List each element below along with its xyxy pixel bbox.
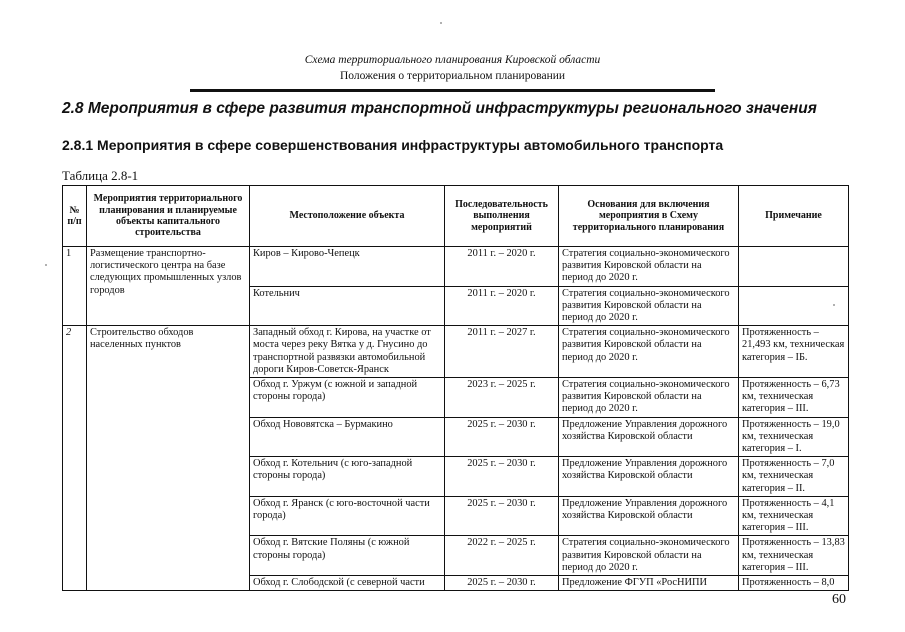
subsection-title: 2.8.1 Мероприятия в сфере совершенствования инфраструктуры автомобильного транспорта	[62, 137, 724, 153]
note-cell: Протяженность – 4,1 км, техническая категория – III.	[739, 496, 849, 536]
note-cell: Протяженность – 8,0	[739, 576, 849, 591]
period-cell: 2011 г. – 2027 г.	[445, 326, 559, 378]
header-cell-location: Местоположение объекта	[250, 186, 445, 247]
header-cell-basis: Основания для включения мероприятия в Схему территориального планирования	[559, 186, 739, 247]
activity-cell: Размещение транспортно-логистического центра на базе следующих промышленных узлов городов	[87, 247, 250, 326]
period-cell: 2011 г. – 2020 г.	[445, 286, 559, 326]
basis-cell: Стратегия социально-экономического развития Кировской области на период до 2020 г.	[559, 326, 739, 378]
activity-cell: Строительство обходов населенных пунктов	[87, 326, 250, 591]
note-cell: Протяженность – 19,0 км, техническая категория – I.	[739, 417, 849, 457]
header-rule	[190, 89, 715, 92]
section-title: 2.8 Мероприятия в сфере развития транспортной инфраструктуры регионального значения	[62, 100, 817, 117]
table-caption: Таблица 2.8-1	[62, 168, 139, 183]
location-cell: Обход Нововятска – Бурмакино	[250, 417, 445, 457]
period-cell: 2025 г. – 2030 г.	[445, 496, 559, 536]
basis-cell: Стратегия социально-экономического развития Кировской области на период до 2020 г.	[559, 286, 739, 326]
header-cell-num: № п/п	[63, 186, 87, 247]
note-cell: Протяженность – 21,493 км, техническая категория – IБ.	[739, 326, 849, 378]
table-header-row	[63, 186, 849, 247]
period-cell: 2025 г. – 2030 г.	[445, 417, 559, 457]
table-row	[63, 326, 849, 378]
location-cell: Обход г. Котельнич (с юго-западной стороны города)	[250, 457, 445, 497]
location-cell: Обход г. Слободской (с северной части	[250, 576, 445, 591]
document-header-subtitle: Положения о территориальном планировании	[339, 70, 566, 82]
document-header-title: Схема территориального планирования Кировской области	[304, 54, 601, 66]
period-cell: 2011 г. – 2020 г.	[445, 247, 559, 287]
location-cell: Обход г. Уржум (с южной и западной стороны города)	[250, 378, 445, 418]
header-cell-activity: Мероприятия территориального планирования и планируемые объекты капитального строительства	[87, 186, 250, 247]
period-cell: 2025 г. – 2030 г.	[445, 576, 559, 591]
note-cell: Протяженность – 13,83 км, техническая категория – III.	[739, 536, 849, 576]
scan-speck	[833, 304, 835, 306]
period-cell: 2025 г. – 2030 г.	[445, 457, 559, 497]
row-number: 2	[63, 326, 87, 591]
scan-speck	[45, 264, 47, 266]
location-cell: Обход г. Яранск (с юго-восточной части города)	[250, 496, 445, 536]
row-number: 1	[63, 247, 87, 326]
header-cell-note: Примечание	[739, 186, 849, 247]
basis-cell: Стратегия социально-экономического развития Кировской области на период до 2020 г.	[559, 536, 739, 576]
infrastructure-table	[62, 185, 849, 591]
basis-cell: Стратегия социально-экономического развития Кировской области на период до 2020 г.	[559, 378, 739, 418]
basis-cell: Предложение ФГУП «РосНИПИ	[559, 576, 739, 591]
location-cell: Обход г. Вятские Поляны (с южной стороны города)	[250, 536, 445, 576]
period-cell: 2023 г. – 2025 г.	[445, 378, 559, 418]
location-cell: Западный обход г. Кирова, на участке от моста через реку Вятка у д. Гнусино до транспортной развязки автомобильной дороги Киров-Советск-Яранск	[250, 326, 445, 378]
header-cell-period: Последовательность выполнения мероприятий	[445, 186, 559, 247]
page-number: 60	[832, 592, 846, 607]
basis-cell: Предложение Управления дорожного хозяйства Кировской области	[559, 457, 739, 497]
note-cell: Протяженность – 6,73 км, техническая категория – III.	[739, 378, 849, 418]
period-cell: 2022 г. – 2025 г.	[445, 536, 559, 576]
basis-cell: Стратегия социально-экономического развития Кировской области на период до 2020 г.	[559, 247, 739, 287]
note-cell: Протяженность – 7,0 км, техническая категория – II.	[739, 457, 849, 497]
location-cell: Котельнич	[250, 286, 445, 326]
note-cell	[739, 247, 849, 287]
basis-cell: Предложение Управления дорожного хозяйства Кировской области	[559, 496, 739, 536]
basis-cell: Предложение Управления дорожного хозяйства Кировской области	[559, 417, 739, 457]
location-cell: Киров – Кирово-Чепецк	[250, 247, 445, 287]
table-row	[63, 247, 849, 287]
scan-speck	[440, 22, 442, 24]
note-cell	[739, 286, 849, 326]
